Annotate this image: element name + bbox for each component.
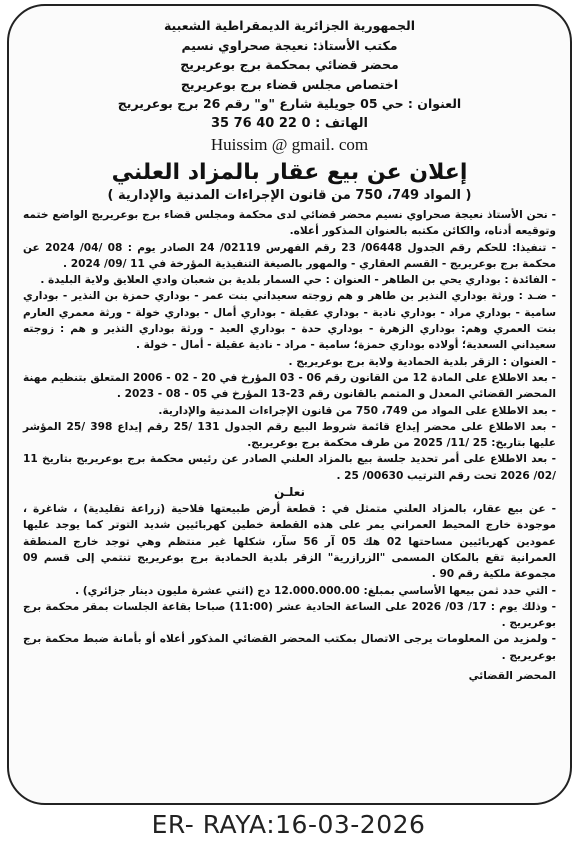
paragraph-law-article-12: - بعد الاطلاع على المادة 12 من القانون رقم 06 - 03 المؤرخ في 20 - 02 - 2006 المتعلق بتنظيم مهنة المحضر القضائي المعدل و المتمم بالقانون رقم 23-13 المؤرخ في 05 - 08 - 2023 . [23,371,556,401]
paragraph-beneficiary: - الفائدة : بوداري يحي بن الطاهر - العنوان : حي السمار بلدية بن شعبان وادي العلايق ولاية البليدة . [40,274,556,287]
paragraph-contact: - ولمزيد من المعلومات يرجى الاتصال بمكتب المحضر القضائي المذكور أعلاه أو بأمانة ضبط محكمة برج بوعريريج . [23,633,556,662]
header-office: مكتب الأستاذ: نعيجة صحراوي نسيم [181,37,398,53]
paragraph-price: - التي حدد ثمن بيعها الأساسي بمبلغ: 12.000.000.00 دج (اثني عشرة مليون دينار جزائري) . [75,584,556,597]
newspaper-footer: ER- RAYA:16-03-2026 [151,810,426,839]
paragraph-execution: - تنفيذا: للحكم رقم الجدول 06448/ 23 رقم الفهرس 02119/ 24 الصادر يوم : 08 /04/ 2024 عن محكمة برج بوعريريج - القسم العقاري - والمهور بالصيغة التنفيذية المؤرخة في 11 /09/ 2024 . [23,241,557,270]
paragraph-law-articles: - بعد الاطلاع على المواد من 749، 750 من قانون الإجراءات المدنية والإدارية. [158,404,556,417]
notice-subtitle: ( المواد 749، 750 من قانون الإجراءات المدنية والإدارية ) [107,188,472,203]
header-jurisdiction: اختصاص مجلس قضاء برج بوعريريج [180,76,399,92]
announce-heading: نعلـن [273,485,306,500]
signature: المحضر القضائي [468,670,556,683]
paragraph-address: - العنوان : الزقر بلدية الحمادية ولاية برج بوعريريج . [288,355,556,368]
header-phone: الهاتف : 0 22 40 76 35 [211,115,368,131]
header-republic: الجمهورية الجزائرية الديمقراطية الشعبية [163,18,416,33]
paragraph-defendants: - ضـد : ورثة بوداري النذير بن طاهر و هم زوجته سعيداني بنت عمر - بوداري حمزة بن النذير - بوداري سامية - بوداري مراد - بوداري نادية - بوداري عقيلة - بوداري أمال - بوداري خولة - ورثة معمري العارم بنت العمري وهم: بوداري الزهرة - بوداري حدة - بوداري العيد - ورثة بوداري التذير و هم : زوجته سعيداني السعدية؛ أولاده بوداري حمزة؛ سامية - مراد - نادية عقيلة - أمال - خولة . [23,290,556,352]
header-address: العنوان : حي 05 جويلية شارع "و" رقم 26 برج بوعريريج [117,96,462,111]
paragraph-date: - وذلك يوم : 17/ 03/ 2026 على الساعة الحادية عشر (11:00) صباحا بقاعة الجلسات بمقر محكمة برج بوعريريج . [23,600,556,630]
notice-title: إعلان عن بيع عقار بالمزاد العلني [111,160,468,185]
notice-frame [7,4,572,805]
paragraph-property: - عن بيع عقار، بالمزاد العلني متمثل في : قطعة أرض طبيعتها فلاحية (زراعة تقليدية) ، شاغرة ، موجودة خارج المحيط العمراني يمر على هذه القطعة خطين كهربائيين شديد التوتر كما يوجد عليها عمودين كهربائيين مساحتها 02 هك 05 آر 56 سآر، شكلها غير منتظم وهي توجد خارج المنطقة العمرانية تقع بالمكان المسمى "الزرازرية" الزقر بلدية الحمادية برج بوعريريج تنتمي إلى قسم 09 مجموعة ملكية رقم 90 . [23,503,556,581]
notice-content [23,16,556,684]
paragraph-session-order: - بعد الاطلاع على أمر تحديد جلسة بيع بالمزاد العلني الصادر عن رئيس محكمة برج بوعريريج بتاريخ 11 /02/ 2026 تحت رقم الترتيب 00630/ 25 . [23,453,556,482]
paragraph-deposit: - بعد الاطلاع على محضر إيداع قائمة شروط البيع رقم الجدول 131 /25 رقم إيداع 398 /25 المؤشر عليها بتاريخ: 25 /11/ 2025 من طرف محكمة برج بوعريريج. [23,420,556,450]
header-email: Huissim @ gmail. com [210,135,369,154]
paragraph-bailiff: - نحن الأستاذ نعيجة صحراوي نسيم محضر قضائي لدى محكمة ومجلس قضاء برج بوعريريج الواضع ختمه وتوقيعه أدناه، والكائن مكتبه بالعنوان المذكور أعلاه. [23,209,556,238]
header-role: محضر قضائي بمحكمة برج بوعريريج [180,57,399,72]
